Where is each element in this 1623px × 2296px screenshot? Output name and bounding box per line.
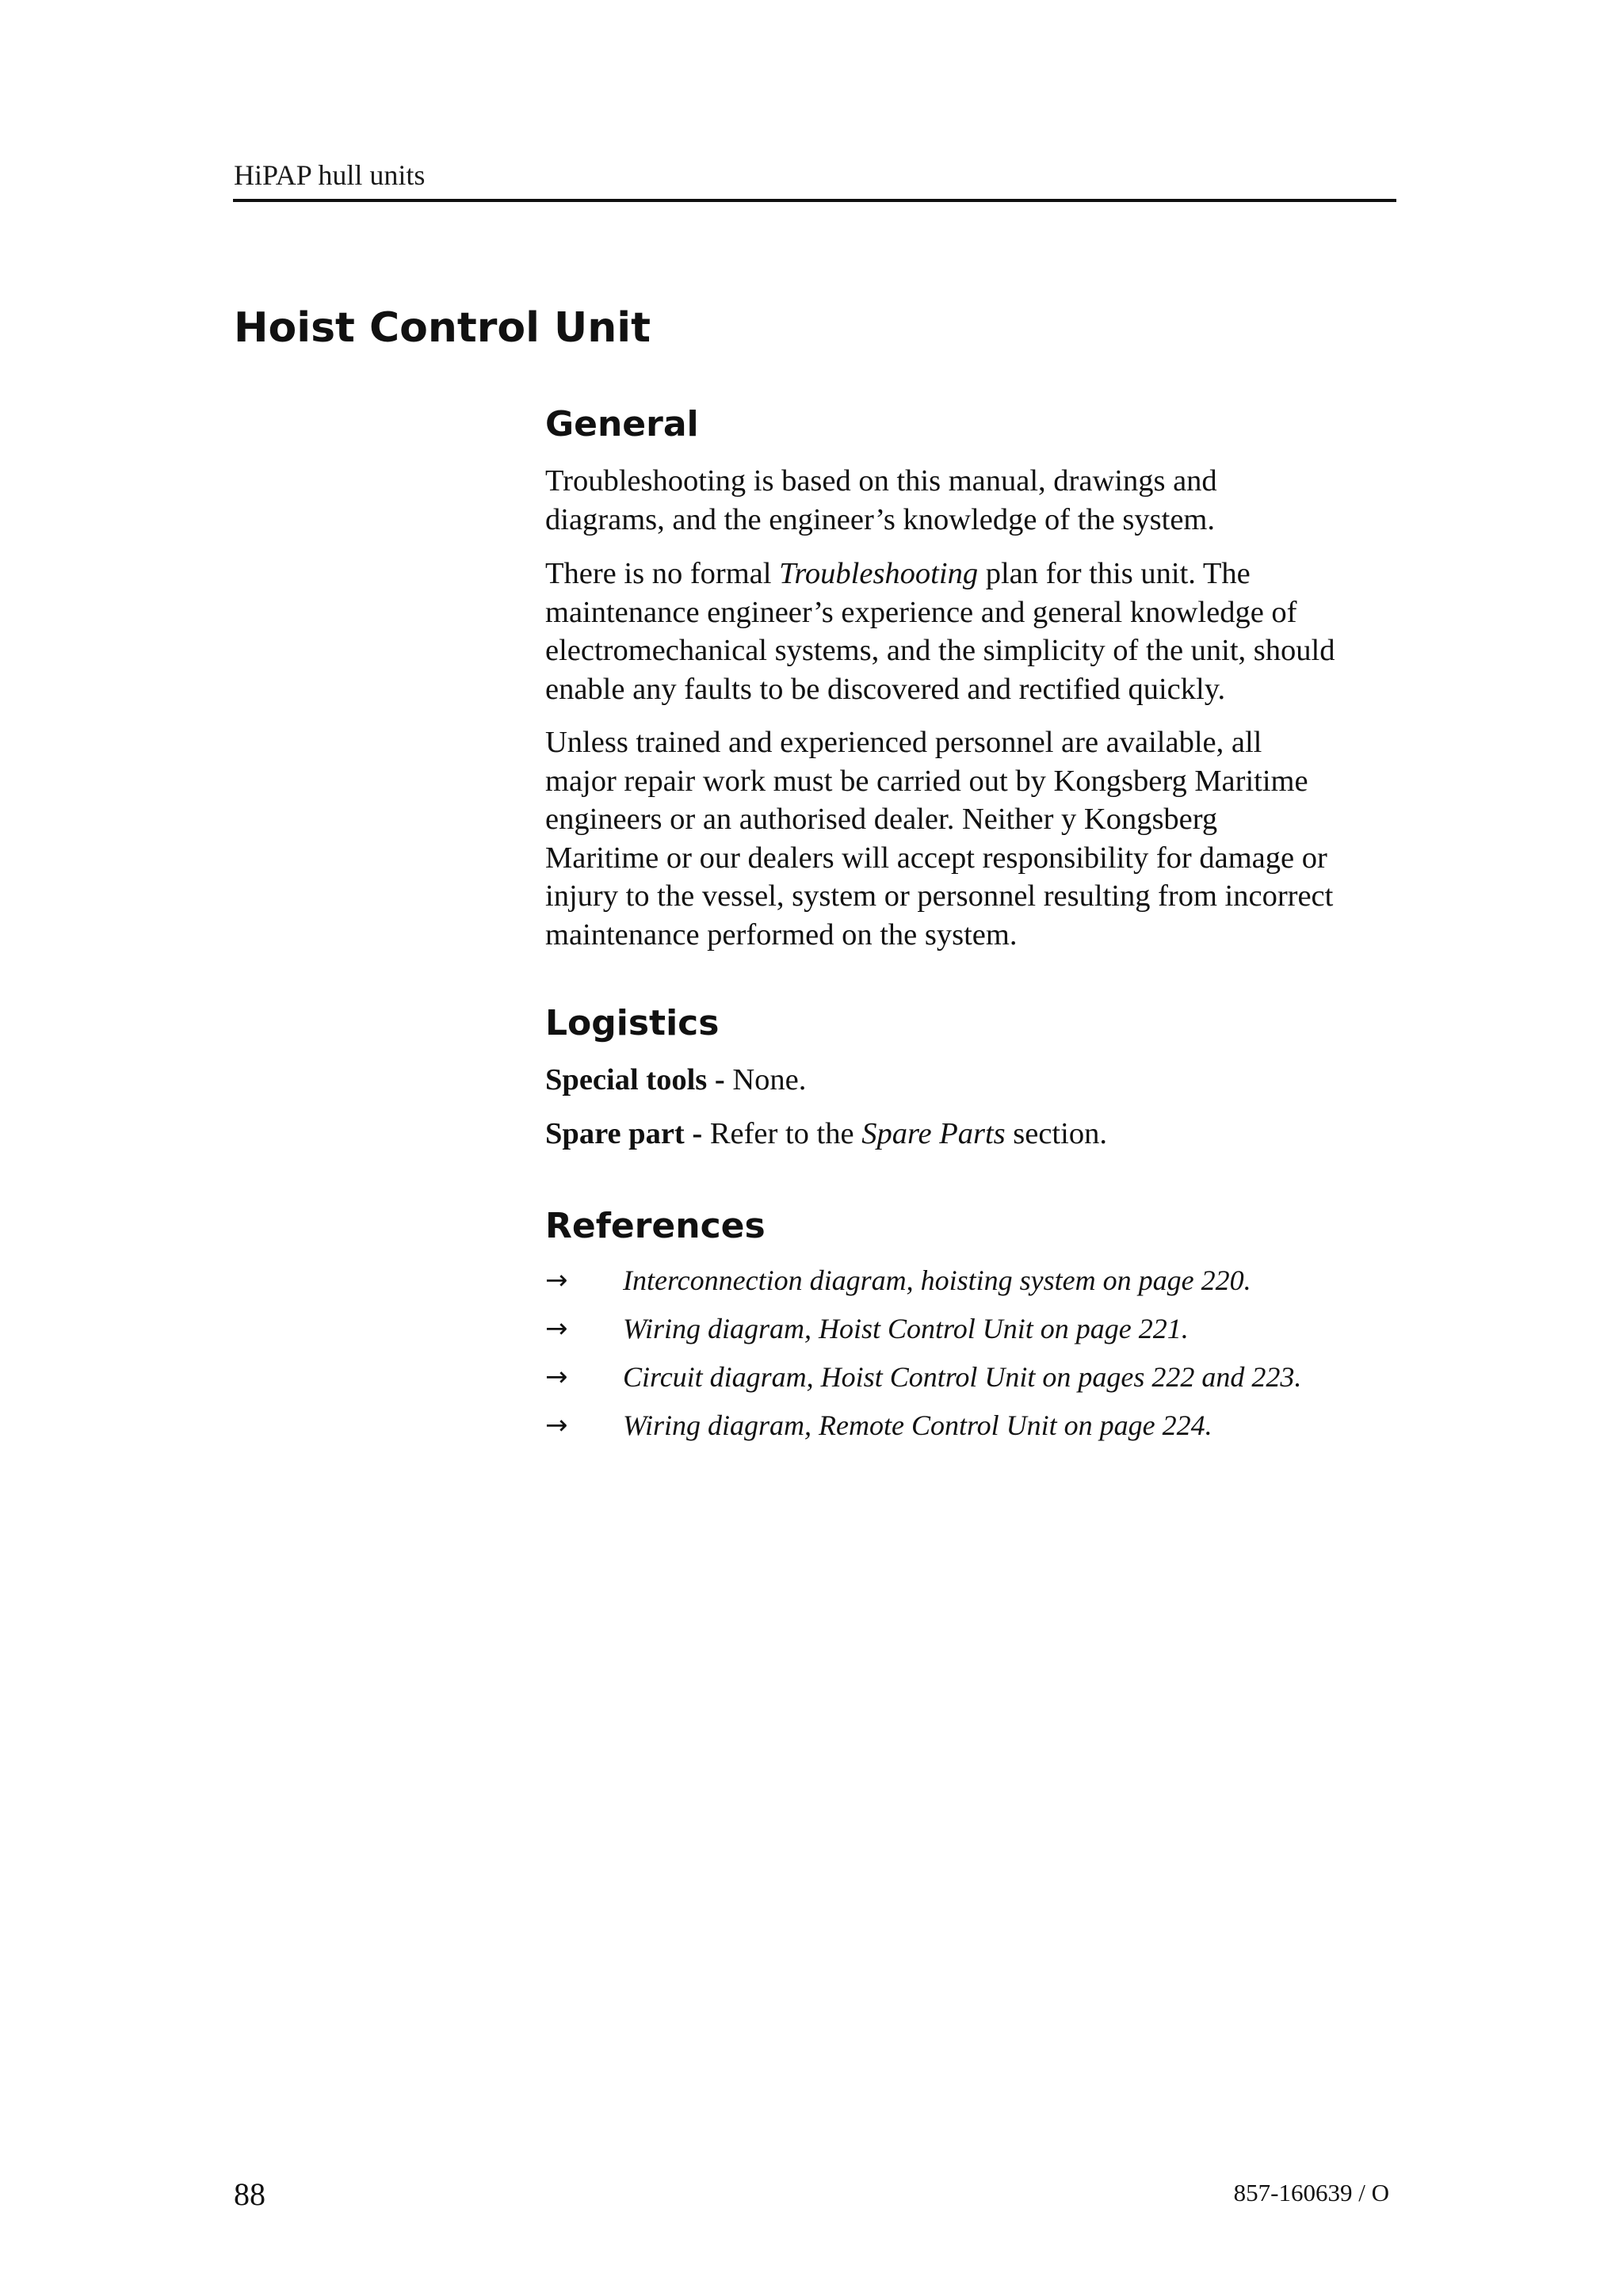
reference-item[interactable] (545, 1261, 1409, 1300)
reference-item[interactable] (545, 1309, 1409, 1348)
chapter-title: Hoist Control Unit (234, 304, 651, 352)
reference-link[interactable]: Wiring diagram, Remote Control Unit on page 224. (623, 1409, 1212, 1441)
text-line: major repair work must be carried out by Kongsberg Maritime (545, 764, 1308, 798)
page-number: 88 (234, 2176, 265, 2212)
section-title-general: General (545, 404, 699, 444)
header-rule (233, 199, 1396, 202)
spare-part-label: Spare part - (545, 1117, 703, 1150)
document-id: 857-160639 / O (1233, 2179, 1389, 2206)
text-line (545, 1115, 1409, 1154)
section-title-logistics: Logistics (545, 1003, 720, 1043)
running-header: HiPAP hull units (234, 159, 426, 191)
special-tools-value: None. (724, 1063, 807, 1097)
special-tools-line (545, 1061, 1409, 1100)
general-paragraph-1 (545, 462, 1409, 539)
reference-item[interactable] (545, 1357, 1409, 1397)
text-run: There is no formal (545, 557, 780, 590)
section-title-references: References (545, 1206, 766, 1246)
reference-link[interactable]: Circuit diagram, Hoist Control Unit on pages 222 and 223. (623, 1361, 1302, 1393)
emphasis-troubleshooting: Troubleshooting (779, 557, 979, 590)
reference-item[interactable] (545, 1405, 1409, 1445)
text-line: Maritime or our dealers will accept responsibility for damage or (545, 841, 1327, 875)
text-line: Unless trained and experienced personnel are available, all (545, 726, 1262, 759)
text-line (545, 555, 1409, 593)
arrow-right-icon: → (545, 1313, 568, 1344)
text-line: maintenance engineer’s experience and general knowledge of (545, 595, 1297, 629)
text-line: Troubleshooting is based on this manual, drawings and (545, 464, 1217, 498)
special-tools-label: Special tools - (545, 1063, 725, 1097)
text-line: diagrams, and the engineer’s knowledge of the system. (545, 502, 1215, 536)
text-line: engineers or an authorised dealer. Neither y Kongsberg (545, 803, 1218, 836)
text-run: section. (1005, 1117, 1107, 1150)
reference-link[interactable]: Wiring diagram, Hoist Control Unit on page 221. (623, 1313, 1189, 1344)
reference-link[interactable]: Interconnection diagram, hoisting system on page 220. (623, 1264, 1251, 1296)
general-paragraph-3 (545, 723, 1409, 954)
text-line: enable any faults to be discovered and rectified quickly. (545, 672, 1226, 706)
text-line: maintenance performed on the system. (545, 917, 1018, 952)
arrow-right-icon: → (545, 1264, 568, 1296)
arrow-right-icon: → (545, 1409, 568, 1441)
text-line: injury to the vessel, system or personnel resulting from incorrect (545, 879, 1334, 913)
arrow-right-icon: → (545, 1361, 568, 1393)
spare-part-line (545, 1115, 1409, 1154)
text-run: Refer to the (702, 1117, 862, 1150)
emphasis-spare-parts: Spare Parts (861, 1117, 1006, 1150)
text-line (545, 1061, 1409, 1100)
text-run: plan for this unit. The (978, 557, 1251, 590)
general-paragraph-2 (545, 555, 1409, 708)
text-line: electromechanical systems, and the simplicity of the unit, should (545, 634, 1335, 667)
